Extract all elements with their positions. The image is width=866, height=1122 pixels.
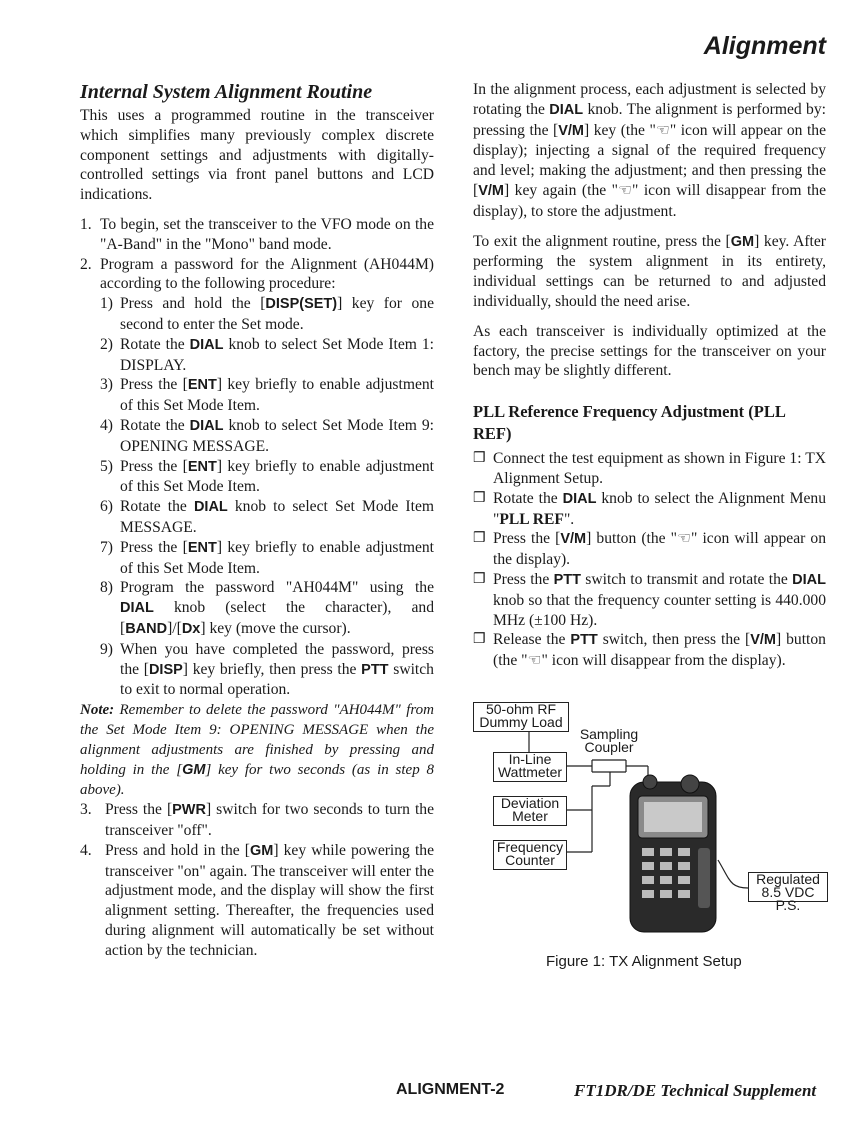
step-2: 2. Program a password for the Alignment (AH044M) according to the following procedure: — [80, 255, 434, 293]
optimization-paragraph: As each transceiver is individually optimized at the factory, the precise settings for the transceiver on your bench may be slightly different. — [473, 322, 826, 380]
step-4: 4. Press and hold in the [GM] key while powering the transceiver "on" again. The transceiver will enter the adjustment mode, and the display will show the first alignment setting. Thereafter, the frequencies used during alignment will automatically be set without action by the technician. — [80, 841, 434, 959]
substep-3: 3) Press the [ENT] key briefly to enable adjustment of this Set Mode Item. — [100, 376, 434, 415]
deviation-meter-label: Deviation Meter — [493, 796, 567, 826]
substep-4: 4) Rotate the DIAL knob to select Set Mode Item 9: OPENING MESSAGE. — [100, 416, 434, 455]
section-heading: Internal System Alignment Routine — [80, 81, 373, 103]
exit-paragraph: To exit the alignment routine, press the [GM] key. After performing the system alignment in its entirety, individual settings can be returned to and adjusted individually, should the need arise. — [473, 232, 826, 310]
figure-caption: Figure 1: TX Alignment Setup — [546, 953, 742, 970]
checkbox-icon: ❒ — [473, 632, 486, 648]
note-paragraph: Note: Remember to delete the password "AH044M" from the Set Mode Item 9: OPENING MESSAGE when the alignment adjustments are finished by pressing and holding in the [GM] key for two seconds (as in step 8 above). — [80, 702, 434, 799]
step-2-substeps — [80, 294, 434, 700]
checklist-item: ❒ Press the PTT switch to transmit and rotate the DIAL knob so that the frequency counter setting is 440.000 MHz (±100 Hz). — [473, 570, 826, 629]
checklist-item: ❒ Press the [V/M] button (the "☜" icon will appear on the display). — [473, 530, 826, 569]
wattmeter-label: In-Line Wattmeter — [493, 752, 567, 782]
checklist-item: ❒ Rotate the DIAL knob to select the Alignment Menu "PLL REF". — [473, 489, 826, 528]
page-title: Alignment — [703, 32, 826, 60]
tx-alignment-figure — [470, 700, 840, 985]
substep-5: 5) Press the [ENT] key briefly to enable adjustment of this Set Mode Item. — [100, 457, 434, 496]
power-supply-label: Regulated 8.5 VDC P.S. — [748, 872, 828, 902]
dummy-load-label: 50-ohm RF Dummy Load — [473, 702, 569, 732]
substep-6: 6) Rotate the DIAL knob to select Set Mode Item MESSAGE. — [100, 498, 434, 536]
checklist-item: ❒ Connect the test equipment as shown in Figure 1: TX Alignment Setup. — [473, 450, 826, 487]
right-column — [473, 80, 826, 671]
checkbox-icon: ❒ — [473, 531, 486, 547]
alignment-process-paragraph: In the alignment process, each adjustment is selected by rotating the DIAL knob. The alignment is performed by: pressing the [V/M] key (the "☜" icon will appear on the display); injecting a signal of the required frequency and level; making the adjustment; and then pressing the [V/M] key again (the "☜" icon will disappear from the display), to store the adjustment. — [473, 81, 827, 220]
substep-7: 7) Press the [ENT] key briefly to enable adjustment of this Set Mode Item. — [100, 538, 434, 577]
frequency-counter-label: Frequency Counter — [493, 840, 567, 870]
intro-paragraph: This uses a programmed routine in the transceiver which simplifies many previously complex discrete component settings and adjustments with digitally-controlled settings via front panel buttons and LCD indications. — [80, 107, 434, 204]
checkbox-icon: ❒ — [473, 571, 486, 587]
footer-section: ALIGNMENT-2 — [396, 1081, 505, 1098]
pll-heading: PLL Reference Frequency Adjustment (PLL REF) — [473, 402, 785, 444]
step-3: 3. Press the [PWR] switch for two seconds to turn the transceiver "off". — [80, 801, 435, 839]
step-1: 1. To begin, set the transceiver to the VFO mode on the "A-Band" in the "Mono" band mode. — [80, 215, 434, 253]
footer-publication: FT1DR/DE Technical Supplement — [574, 1081, 817, 1100]
substep-8: 8) Program the password "AH044M" using the DIAL knob (select the character), and [BAND]/[Dx] key (move the cursor). — [100, 579, 434, 637]
substep-9: 9) When you have completed the password, press the [DISP] key briefly, then press the PTT switch to exit to normal operation. — [100, 640, 434, 699]
transceiver-icon — [630, 775, 716, 932]
substep-1: 1) Press and hold the [DISP(SET)] key for one second to enter the Set mode. — [100, 295, 435, 333]
sampling-coupler-label: Sampling Coupler — [574, 728, 644, 754]
checkbox-icon: ❒ — [473, 451, 486, 467]
left-column — [80, 80, 434, 960]
substep-2: 2) Rotate the DIAL knob to select Set Mode Item 1: DISPLAY. — [100, 335, 434, 374]
checklist-item: ❒ Release the PTT switch, then press the [V/M] button (the "☜" icon will disappear from the display). — [473, 631, 826, 670]
checkbox-icon: ❒ — [473, 490, 486, 506]
